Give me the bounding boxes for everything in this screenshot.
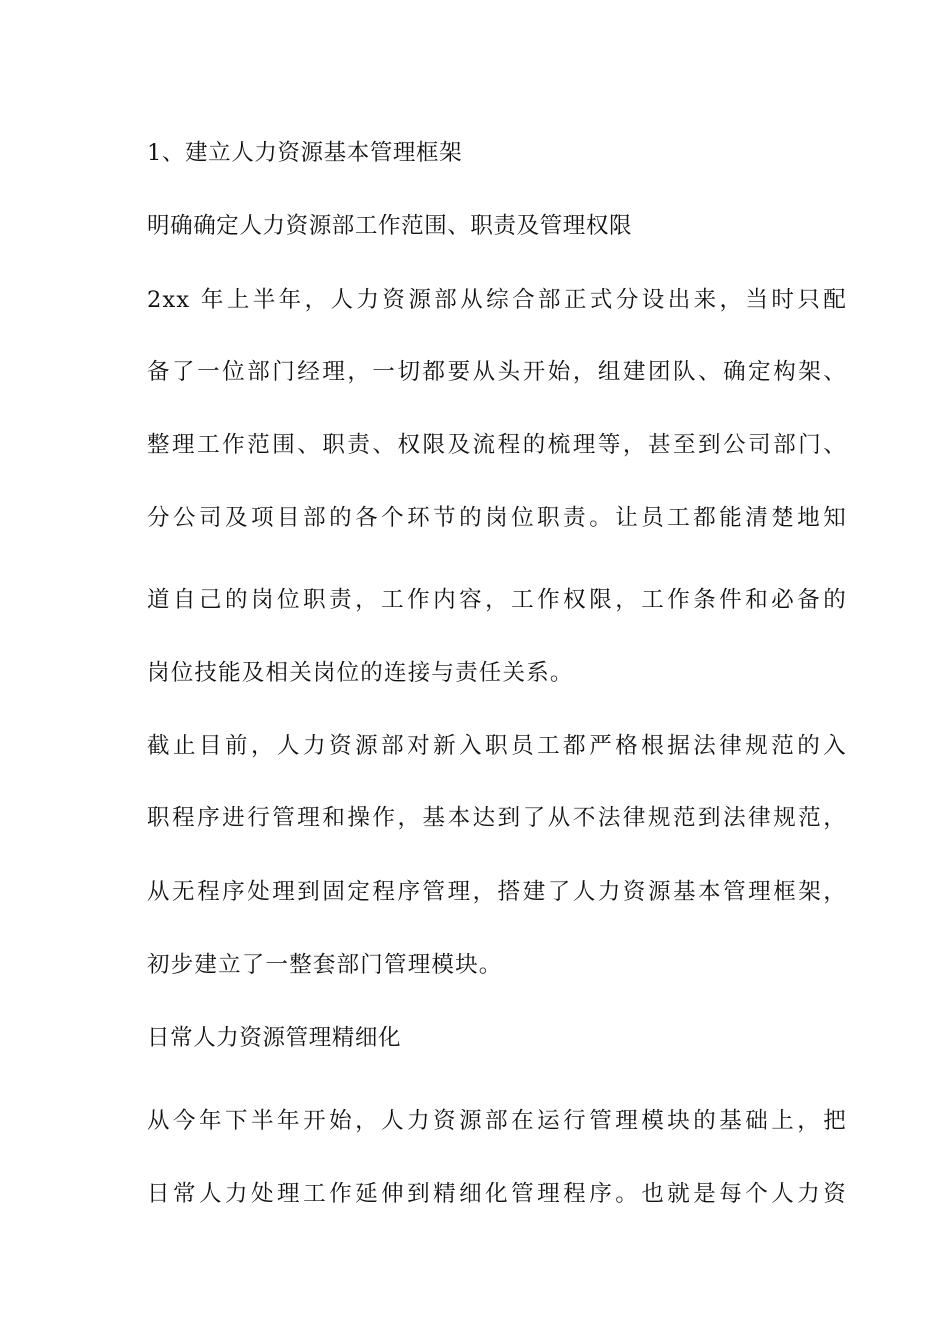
subheading-refinement: 日常人力资源管理精细化 bbox=[147, 1025, 402, 1051]
text-line: 从今年下半年开始，人力资源部在运行管理模块的基础上，把 bbox=[147, 1108, 847, 1134]
text-line: 道自己的岗位职责，工作内容，工作权限，工作条件和必备的 bbox=[147, 587, 847, 613]
text-line: 职程序进行管理和操作，基本达到了从不法律规范到法律规范， bbox=[147, 805, 847, 831]
text-line: 整理工作范围、职责、权限及流程的梳理等，甚至到公司部门、 bbox=[147, 432, 847, 458]
text-line: 日常人力处理工作延伸到精细化管理程序。也就是每个人力资 bbox=[147, 1181, 847, 1207]
text-line: 从无程序处理到固定程序管理，搭建了人力资源基本管理框架， bbox=[147, 879, 847, 905]
text-line: 初步建立了一整套部门管理模块。 bbox=[147, 952, 503, 978]
text-line: 2xx 年上半年，人力资源部从综合部正式分设出来，当时只配 bbox=[147, 287, 847, 313]
text-line: 备了一位部门经理，一切都要从头开始，组建团队、确定构架、 bbox=[147, 359, 847, 385]
text-line: 截止目前，人力资源部对新入职员工都严格根据法律规范的入 bbox=[147, 733, 847, 759]
text-line: 岗位技能及相关岗位的连接与责任关系。 bbox=[147, 660, 574, 686]
text-line: 分公司及项目部的各个环节的岗位职责。让员工都能清楚地知 bbox=[147, 505, 847, 531]
section-heading: 1、建立人力资源基本管理框架 bbox=[147, 140, 463, 166]
subheading-scope: 明确确定人力资源部工作范围、职责及管理权限 bbox=[147, 213, 633, 239]
